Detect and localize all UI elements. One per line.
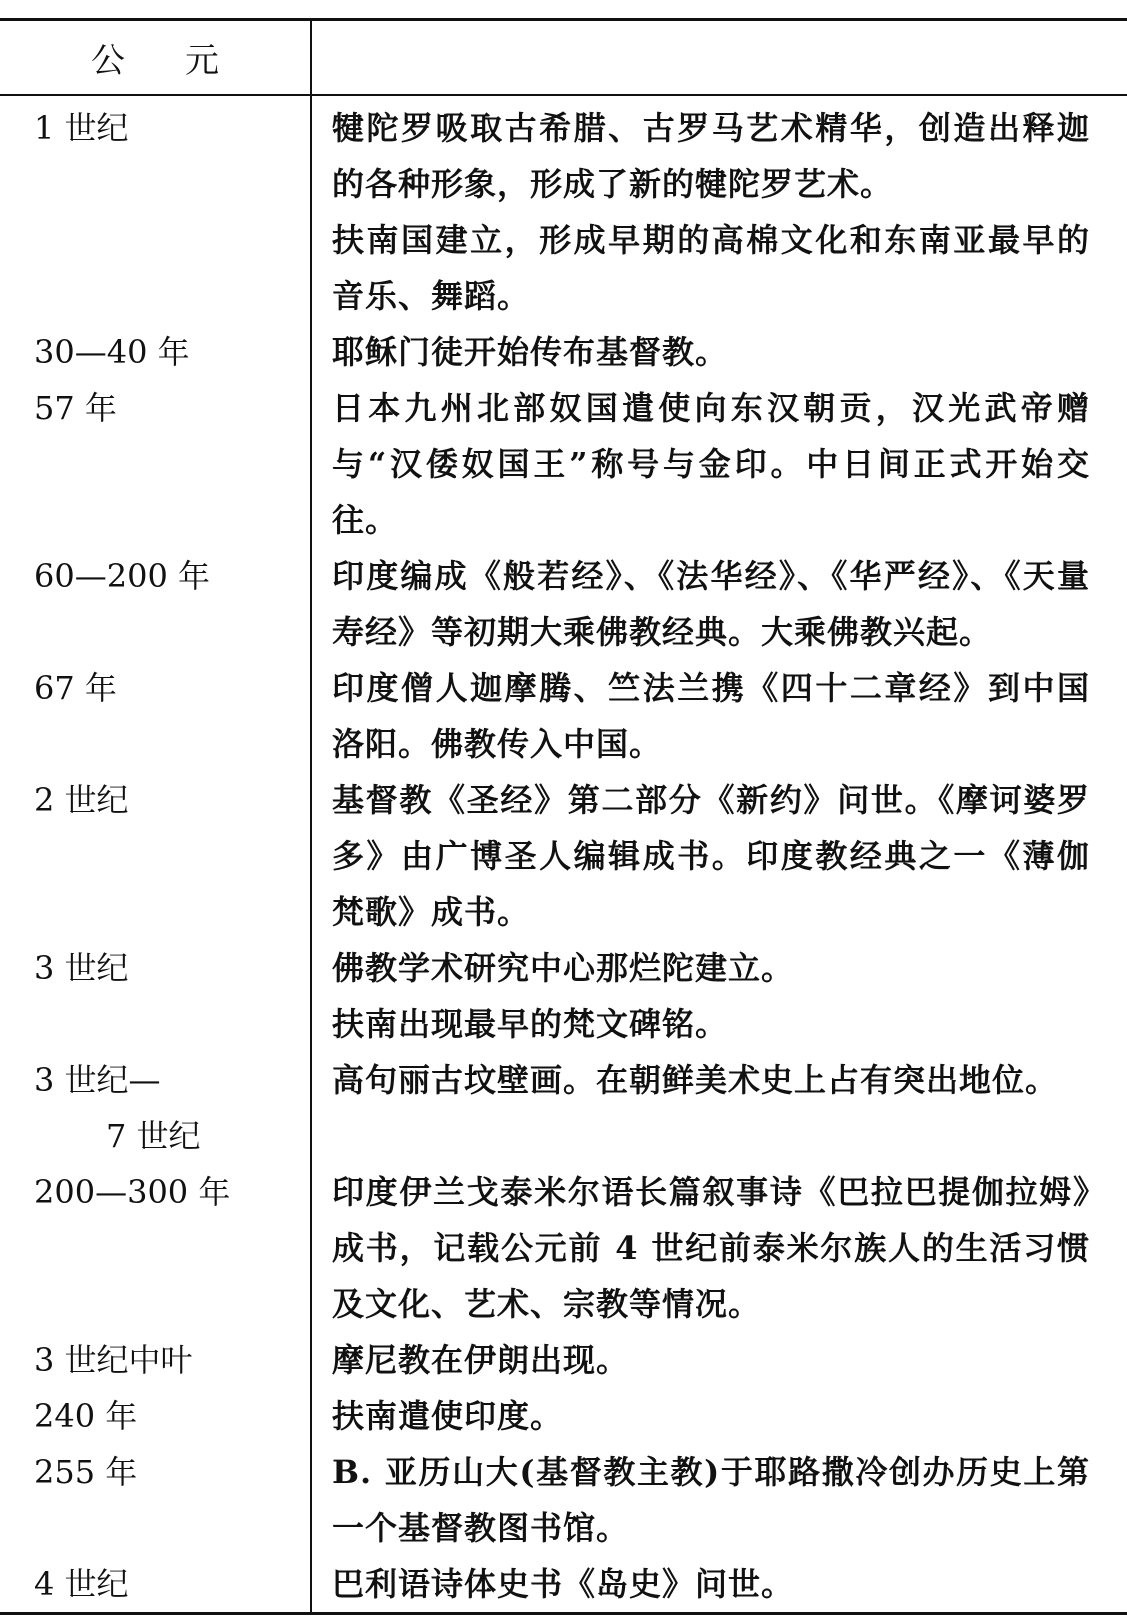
- date-text: 7 世纪: [106, 1117, 201, 1155]
- date-cell: [0, 100, 310, 324]
- event-cell: [310, 1556, 1090, 1612]
- date-cell: [0, 380, 310, 548]
- table-row: [0, 380, 1127, 548]
- event-cell: [310, 940, 1090, 1052]
- event-cell: [310, 100, 1090, 324]
- event-text: 印度伊兰戈泰米尔语长篇叙事诗《巴拉巴提伽拉姆》成书，记载公元前 4 世纪前泰米尔族人的生活习惯及文化、艺术、宗教等情况。: [332, 1173, 1090, 1323]
- event-text: 扶南遣使印度。: [332, 1397, 564, 1435]
- event-cell: [310, 324, 1090, 380]
- date-text: 240 年: [34, 1397, 138, 1435]
- table-row: [0, 1164, 1127, 1332]
- event-text: B. 亚历山大(基督教主教)于耶路撒冷创办历史上第一个基督教图书馆。: [332, 1453, 1090, 1547]
- date-text: 1 世纪: [34, 109, 129, 147]
- header-event-cell: [312, 22, 1127, 92]
- date-cell: [0, 660, 310, 772]
- event-cell: [310, 380, 1090, 548]
- date-text: 255 年: [34, 1453, 138, 1491]
- event-cell: [310, 1052, 1090, 1164]
- event-cell: [310, 1164, 1090, 1332]
- date-cell: [0, 1388, 310, 1444]
- date-cell: [0, 548, 310, 660]
- table-body: [0, 100, 1127, 1612]
- date-text: 200—300 年: [34, 1173, 231, 1211]
- event-text: 基督教《圣经》第二部分《新约》问世。《摩诃婆罗多》由广博圣人编辑成书。印度教经典之一《薄伽梵歌》成书。: [332, 781, 1090, 931]
- event-cell: [310, 548, 1090, 660]
- date-text: 3 世纪—: [34, 1061, 161, 1099]
- date-cell: [0, 1052, 310, 1164]
- event-cell: [310, 660, 1090, 772]
- date-cell: [0, 1164, 310, 1332]
- event-cell: [310, 772, 1090, 940]
- event-text: 日本九州北部奴国遣使向东汉朝贡，汉光武帝赠与“汉倭奴国王”称号与金印。中日间正式开始交往。: [332, 389, 1090, 539]
- table-row: [0, 1556, 1127, 1612]
- date-cell: [0, 1332, 310, 1388]
- table-bottom-rule: [0, 1612, 1127, 1615]
- event-text: 扶南国建立，形成早期的高棉文化和东南亚最早的音乐、舞蹈。: [332, 221, 1090, 315]
- date-cell: [0, 940, 310, 1052]
- date-text: 60—200 年: [34, 557, 210, 595]
- event-text: 佛教学术研究中心那烂陀建立。: [332, 949, 795, 987]
- event-text: 扶南出现最早的梵文碑铭。: [332, 1005, 729, 1043]
- date-text: 2 世纪: [34, 781, 129, 819]
- table-header-rule: [0, 94, 1127, 96]
- header-era-text: 公元: [91, 40, 279, 81]
- date-text: 57 年: [34, 389, 117, 427]
- table-row: [0, 1052, 1127, 1164]
- table-row: [0, 324, 1127, 380]
- date-cell: [0, 772, 310, 940]
- table-row: [0, 548, 1127, 660]
- event-text: 耶稣门徒开始传布基督教。: [332, 333, 729, 371]
- date-text: 30—40 年: [34, 333, 190, 371]
- date-cell: [0, 1556, 310, 1612]
- date-text: 4 世纪: [34, 1565, 129, 1603]
- event-text: 巴利语诗体史书《岛史》问世。: [332, 1565, 795, 1603]
- event-cell: [310, 1332, 1090, 1388]
- event-text: 摩尼教在伊朗出现。: [332, 1341, 630, 1379]
- table-row: [0, 660, 1127, 772]
- date-text: 3 世纪: [34, 949, 129, 987]
- event-text: 印度编成《般若经》、《法华经》、《华严经》、《天量寿经》等初期大乘佛教经典。大乘佛教兴起。: [332, 557, 1090, 651]
- table-row: [0, 1388, 1127, 1444]
- event-text: 高句丽古坟壁画。在朝鲜美术史上占有突出地位。: [332, 1061, 1059, 1099]
- event-cell: [310, 1388, 1090, 1444]
- table-row: [0, 772, 1127, 940]
- table-row: [0, 100, 1127, 324]
- date-text: 67 年: [34, 669, 117, 707]
- event-text: 犍陀罗吸取古希腊、古罗马艺术精华，创造出释迦的各种形象，形成了新的犍陀罗艺术。: [332, 109, 1090, 203]
- date-cell: [0, 1444, 310, 1556]
- table-row: [0, 940, 1127, 1052]
- event-text: 印度僧人迦摩腾、竺法兰携《四十二章经》到中国洛阳。佛教传入中国。: [332, 669, 1090, 763]
- table-row: [0, 1332, 1127, 1388]
- date-text: 3 世纪中叶: [34, 1341, 193, 1379]
- event-cell: [310, 1444, 1090, 1556]
- date-cell: [0, 324, 310, 380]
- header-era-label: [0, 22, 310, 92]
- table-row: [0, 1444, 1127, 1556]
- table-top-rule: [0, 18, 1127, 21]
